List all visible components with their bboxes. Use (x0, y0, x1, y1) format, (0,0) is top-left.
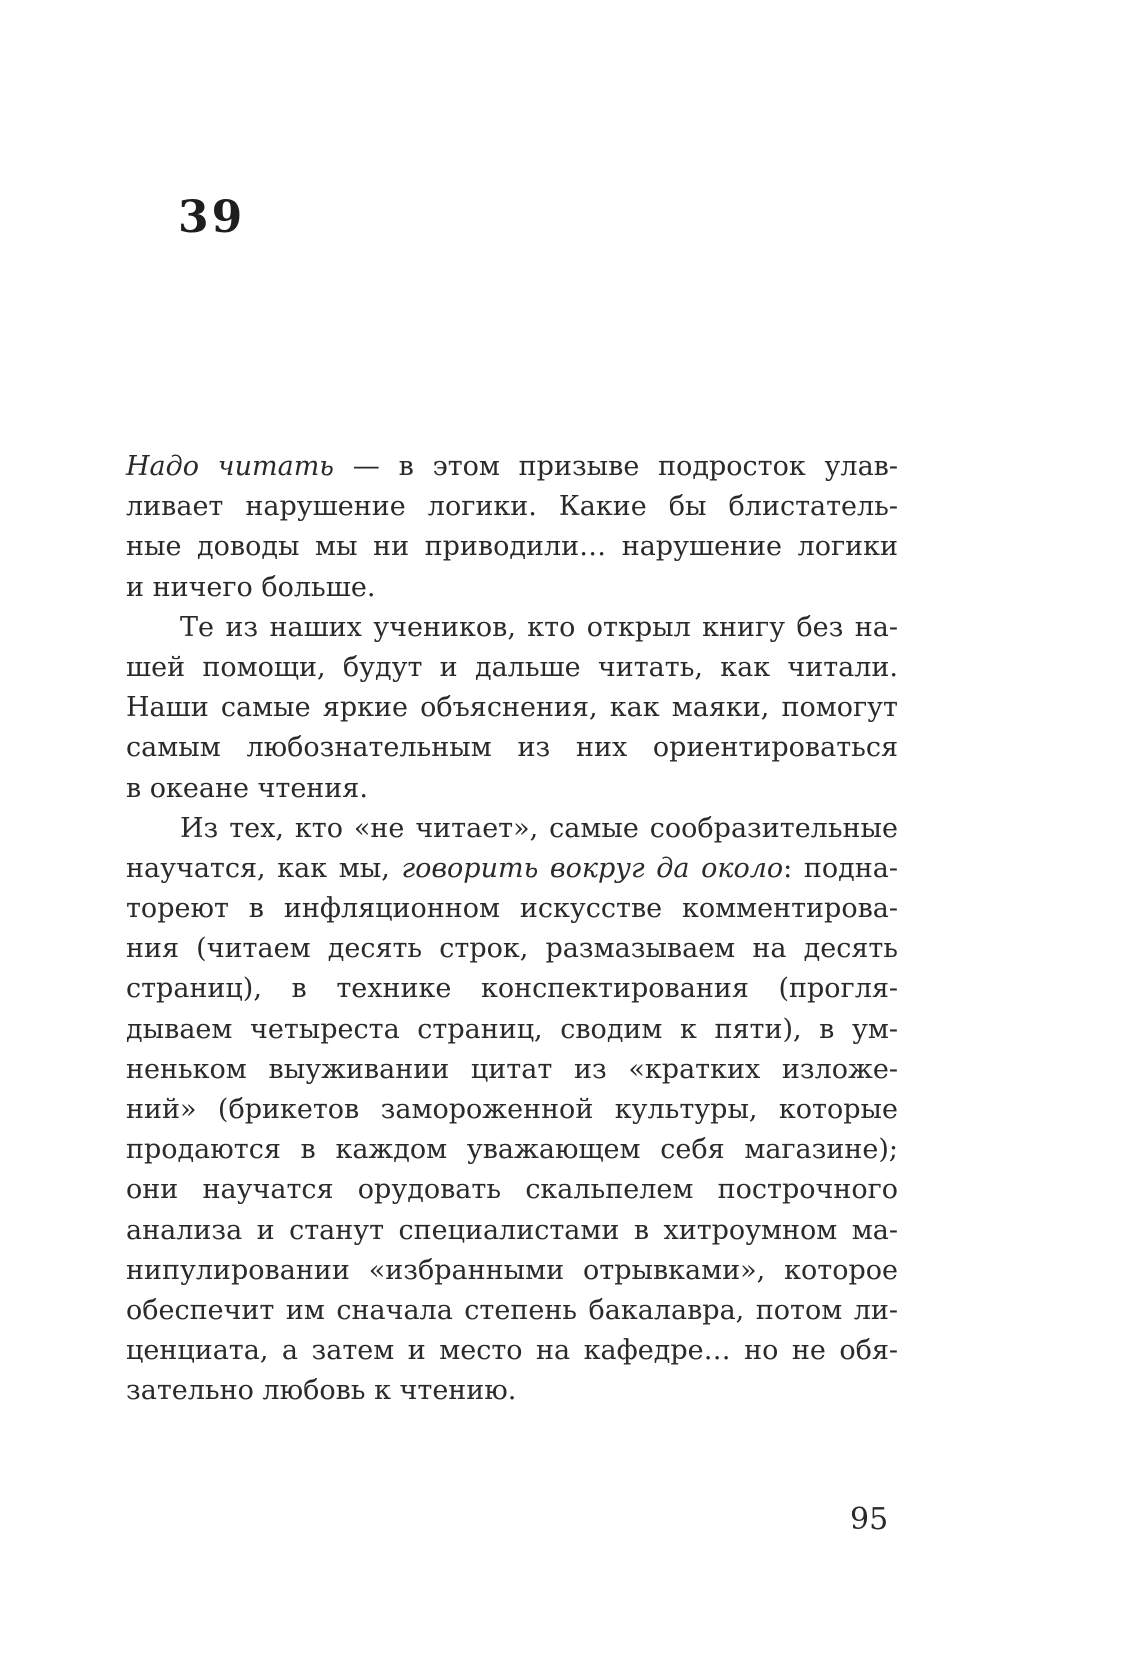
text-line: Наши самые яркие объяснения, как маяки, помогут (126, 692, 898, 724)
page-number: 95 (850, 1502, 889, 1537)
text-line: страниц), в технике конспектирования (прогля- (126, 973, 898, 1005)
body-text (126, 447, 898, 1412)
text-line: в океане чтения. (126, 772, 368, 804)
text-line: зательно любовь к чтению. (126, 1375, 517, 1407)
text-line: Из тех, кто «не читает», самые сообразительные (180, 812, 898, 844)
text-line: дываем четыреста страниц, сводим к пяти), в ум- (126, 1013, 898, 1045)
emphasis-text: Надо читать (126, 451, 334, 482)
text-line: научатся, как мы, говорить вокруг да около: подна- (126, 852, 898, 884)
text-line: тореют в инфляционном искусстве комментирова- (126, 893, 898, 925)
text-line: ний» (брикетов замороженной культуры, которые (126, 1094, 898, 1125)
text-line: обеспечит им сначала степень бакалавра, потом ли- (126, 1294, 898, 1326)
text-line: ливает нарушение логики. Какие бы блистатель- (126, 491, 898, 523)
text-line: продаются в каждом уважающем себя магазине); (126, 1134, 898, 1166)
text-line: шей помощи, будут и дальше читать, как читали. (126, 651, 898, 683)
text-line: ния (читаем десять строк, размазываем на десять (126, 933, 898, 965)
text-line: и ничего больше. (126, 571, 376, 603)
text-line: неньком выуживании цитат из «кратких изложе- (126, 1053, 898, 1085)
emphasis-text: говорить вокруг да около (401, 852, 784, 884)
text-line: самым любознательным из них ориентироваться (126, 732, 898, 764)
chapter-number: 39 (178, 192, 246, 243)
text-line: Те из наших учеников, кто открыл книгу без на- (180, 611, 898, 643)
text-line: анализа и станут специалистами в хитроумном ма- (126, 1214, 898, 1246)
text-line: Надо читать — в этом призыве подросток улав- (126, 451, 899, 482)
text-line: нипулировании «избранными отрывками», которое (126, 1254, 898, 1286)
text-line: ные доводы мы ни приводили… нарушение логики (126, 531, 898, 563)
text-line: они научатся орудовать скальпелем построчного (126, 1174, 898, 1206)
text-line: ценциата, а затем и место на кафедре… но не обя- (126, 1335, 898, 1367)
